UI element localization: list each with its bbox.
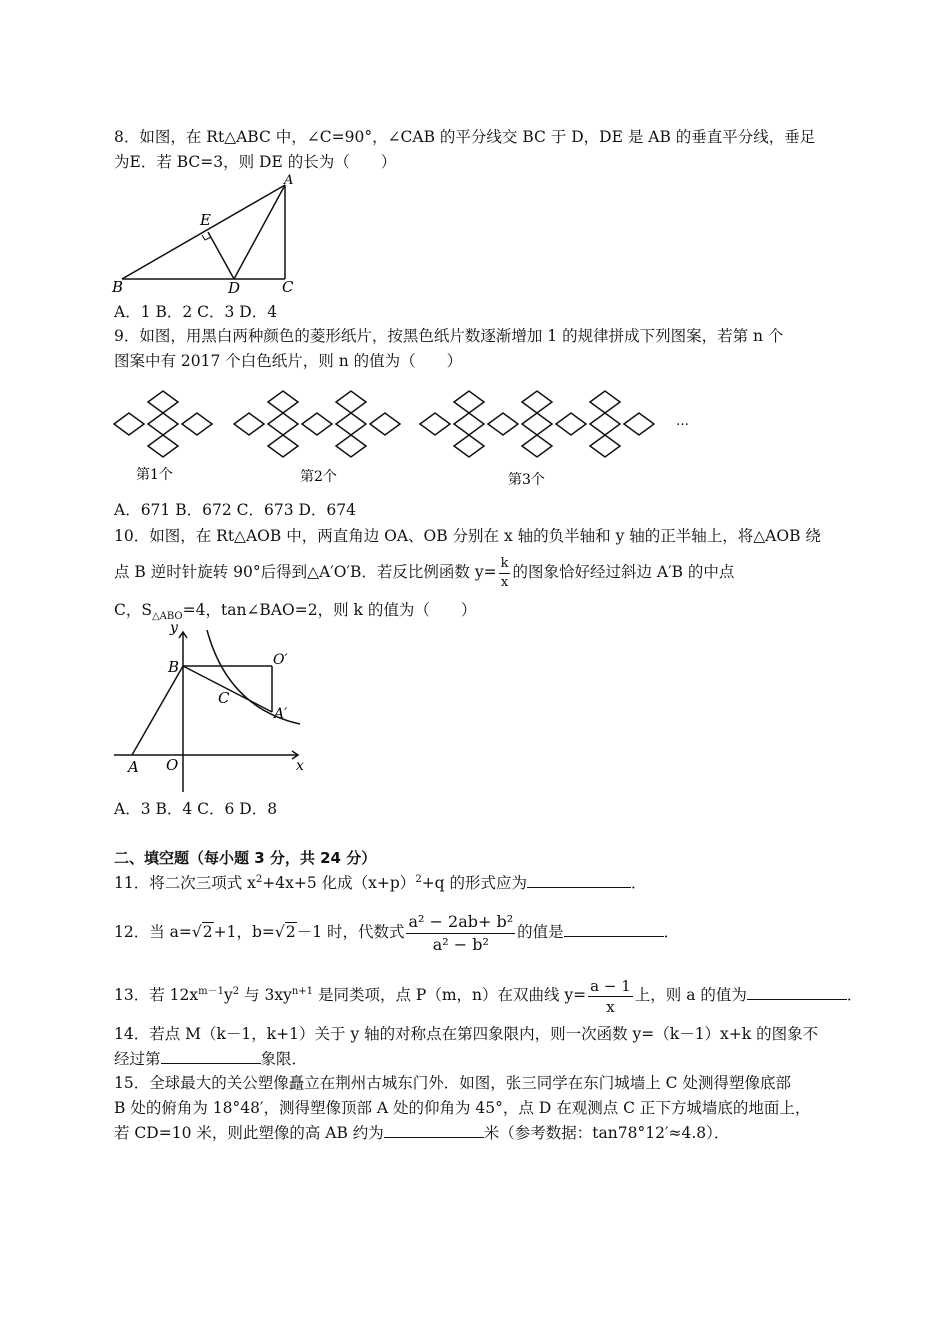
q10-text-line3 — [114, 600, 477, 623]
section2-title: 二、填空题（每小题 3 分，共 24 分） — [114, 849, 377, 867]
q13-frac-num: a − 1 — [590, 976, 631, 995]
q15-line3-post: 米（参考数据：tan78°12′≈4.8）． — [483, 1124, 730, 1142]
q13-sup1: m－1 — [198, 985, 224, 997]
q10-options: A．3 B．4 C．6 D．8 — [114, 800, 278, 818]
q12-answer-blank[interactable] — [564, 922, 664, 937]
q11-sup2: 2 — [415, 873, 422, 885]
q9-caption-1: 第1个 — [136, 467, 173, 483]
q15-line3-pre: 若 CD=10 米，则此塑像的高 AB 约为 — [114, 1124, 384, 1142]
q12-sqrt-1 — [192, 903, 214, 961]
q12-fraction — [406, 911, 515, 956]
q12-sqrt-2-radicand: 2 — [285, 923, 296, 941]
q13-fraction — [588, 976, 633, 1017]
q13-mid2: 与 3xy — [239, 986, 292, 1004]
q12-sqrt-1-symbol: √ — [191, 923, 202, 941]
q9-text-line2: 图案中有 2017 个白色纸片，则 n 的值为（ ） — [114, 352, 463, 370]
q13-text — [114, 972, 862, 1018]
q15-text-line1: 15．全球最大的关公塑像矗立在荆州古城东门外．如图，张三同学在东门城墙上 C 处测得塑像底部 — [114, 1074, 791, 1092]
q15-answer-blank[interactable] — [384, 1123, 484, 1138]
q10-line2-post: 的图象恰好经过斜边 A′B 的中点 — [512, 563, 735, 581]
q11-end: ． — [631, 874, 647, 892]
q8-text-line2: 为E．若 BC=3，则 DE 的长为（ ） — [114, 153, 397, 171]
q8-label-d: D — [228, 279, 241, 297]
q10-text-line1: 10．如图，在 Rt△AOB 中，两直角边 OA、OB 分别在 x 轴的负半轴和 y 轴的正半轴上，将△AOB 绕 — [114, 527, 821, 545]
q10-line3-post: =4，tan∠BAO=2，则 k 的值为（ ） — [182, 601, 477, 619]
q9-caption-3: 第3个 — [508, 472, 545, 488]
q9-rhombus-patterns-figure — [110, 385, 710, 495]
q13-answer-blank[interactable] — [747, 985, 847, 1000]
q13-mid1: y — [223, 986, 233, 1004]
q10-frac-den: x — [500, 574, 509, 590]
q9-text-line1: 9．如图，用黑白两种颜色的菱形纸片，按黑色纸片数逐渐增加 1 的规律拼成下列图案，若第 n 个 — [114, 327, 784, 345]
q11-answer-blank[interactable] — [527, 873, 631, 888]
q14-line2-post: 象限． — [260, 1050, 308, 1068]
q15-text-line3 — [114, 1123, 729, 1143]
q9-caption-2: 第2个 — [300, 469, 337, 485]
q14-answer-blank[interactable] — [161, 1049, 261, 1064]
q11-mid: +4x+5 化成（x+p） — [262, 874, 416, 892]
q10-fraction — [499, 555, 511, 592]
q10-frac-num: k — [499, 555, 511, 574]
q11-sup1: 2 — [255, 873, 263, 885]
q12-sqrt-1-radicand: 2 — [202, 923, 213, 941]
q12-frac-num: a² − 2ab+ b² — [406, 911, 515, 934]
q10-line3-sub: △ABO — [151, 611, 183, 623]
q8-options: A．1 B．2 C．3 D．4 — [114, 303, 278, 321]
q12-pre: 12．当 a= — [114, 923, 192, 941]
q13-sup3: n+1 — [291, 985, 314, 997]
q14-text-line2 — [114, 1049, 307, 1069]
q11-text — [114, 873, 647, 893]
q8-label-b: B — [112, 278, 124, 296]
q10-label-c: C — [218, 689, 230, 707]
q15-text-line2: B 处的俯角为 18°48′，测得塑像顶部 A 处的仰角为 45°，点 D 在观测点 C 正下方城墙底的地面上， — [114, 1099, 811, 1117]
q8-triangle-figure — [110, 172, 310, 297]
q12-sqrt-2-symbol: √ — [274, 923, 285, 941]
q9-options: A．671 B．672 C．673 D．674 — [114, 501, 356, 519]
q12-sqrt-2 — [275, 903, 297, 961]
q9-ellipsis: … — [676, 414, 689, 429]
q8-label-c: C — [282, 278, 294, 296]
q11-post: +q 的形式应为 — [421, 874, 528, 892]
q13-frac-den: x — [606, 997, 615, 1016]
q10-coordinate-figure — [110, 620, 320, 795]
q10-label-b: B — [168, 658, 180, 676]
q10-line2-pre: 点 B 逆时针旋转 90°后得到△A′O′B．若反比例函数 y= — [114, 563, 497, 581]
q10-text-line2 — [114, 552, 734, 592]
q8-text-line1: 8．如图，在 Rt△ABC 中，∠C=90°，∠CAB 的平分线交 BC 于 D，DE 是 AB 的垂直平分线，垂足 — [114, 128, 816, 146]
q14-line2-pre: 经过第 — [114, 1050, 161, 1068]
q12-end: ． — [663, 923, 680, 941]
q12-frac-den: a² − b² — [432, 934, 489, 954]
q10-line3-pre: C，S — [114, 601, 152, 619]
q12-mid1: +1，b= — [213, 923, 275, 941]
q13-post: 上，则 a 的值为 — [634, 986, 747, 1004]
q10-label-o-prime: O′ — [273, 652, 288, 668]
q10-label-o: O — [166, 756, 179, 774]
q12-text — [114, 903, 679, 961]
q10-label-y: y — [170, 620, 178, 636]
q12-post: 的值是 — [517, 923, 564, 941]
q11-pre: 11．将二次三项式 x — [114, 874, 256, 892]
q10-label-x: x — [296, 758, 304, 774]
q8-label-a: A — [284, 173, 294, 188]
q10-label-a-prime: A′ — [274, 706, 288, 722]
q13-sup2: 2 — [232, 985, 240, 997]
q8-label-e: E — [200, 211, 211, 229]
q13-mid3: 是同类项，点 P（m，n）在双曲线 y= — [313, 986, 587, 1004]
q14-text-line1: 14．若点 M（k－1，k+1）关于 y 轴的对称点在第四象限内，则一次函数 y=（k－1）x+k 的图象不 — [114, 1025, 819, 1043]
q13-pre: 13．若 12x — [114, 986, 199, 1004]
q13-end: ． — [846, 986, 863, 1004]
q10-label-a: A — [128, 758, 139, 776]
q12-mid2: －1 时，代数式 — [296, 923, 405, 941]
